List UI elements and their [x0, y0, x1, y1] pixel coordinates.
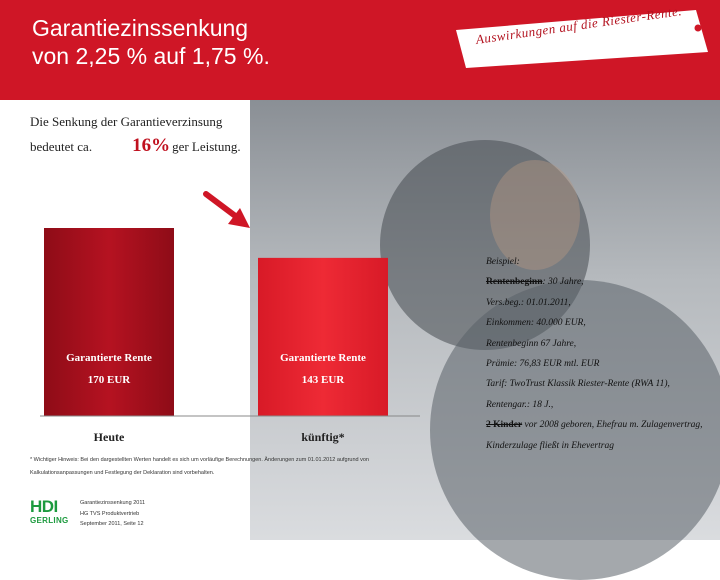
slide-meta: [80, 498, 240, 530]
intro-line-1: Die Senkung der Garantieverzinsung: [30, 114, 223, 129]
percent-highlight: 16%: [132, 135, 171, 156]
footnote: [30, 454, 460, 480]
example-line-8: [486, 415, 718, 435]
bar-title-label-2: Garantierte Rente: [280, 352, 366, 364]
bar-title-label-1: Garantierte Rente: [66, 352, 152, 364]
intro-prefix: bedeutet ca.: [30, 139, 93, 154]
company-logo: [30, 498, 74, 532]
example-line-3: Einkommen: 40.000 EUR,: [486, 318, 586, 329]
logo-sub: GERLING: [30, 516, 69, 525]
meta-line-1: Garantiezinssenkung 2011: [80, 500, 146, 506]
intro-suffix: ger Leistung.: [172, 139, 241, 154]
example-age-label: Rentenbeginn: [486, 277, 543, 288]
tag-text: Auswirkungen auf die Riester-Rente.: [474, 3, 683, 47]
example-box: [486, 252, 718, 456]
category-label-2: künftig*: [301, 430, 345, 444]
bar-1: [44, 228, 174, 416]
example-children-rest: vor 2008 geboren, Ehefrau m. Zulagenvertrag,: [522, 420, 703, 431]
title-line-2: von 2,25 % auf 1,75 %.: [32, 43, 270, 69]
category-label-1: Heute: [93, 430, 125, 444]
meta-line-3: September 2011, Seite 12: [80, 521, 144, 527]
footnote-line-2: Kalkulationsanpassungen und Festlegung der Deklaration sind vorbehalten.: [30, 470, 215, 476]
example-line-5: Prämie: 76,83 EUR mtl. EUR: [486, 359, 600, 370]
meta-line-2: HG TVS Produktvertrieb: [80, 510, 140, 517]
example-line-4: Rentenbeginn 67 Jahre,: [486, 338, 577, 349]
bar-value-label-1: 170 EUR: [87, 374, 131, 386]
bar-value-label-2: 143 EUR: [301, 374, 345, 386]
bar-2: [258, 258, 388, 416]
example-line-9: Kinderzulage fließt in Ehevertrag: [486, 440, 614, 451]
decrease-arrow: [206, 194, 250, 228]
example-line-7: Rentengar.: 18 J.,: [486, 399, 554, 410]
example-children: 2 Kinder: [486, 420, 523, 431]
example-line-2: Vers.beg.: 01.01.2011,: [486, 297, 571, 308]
logo-brand: HDI: [30, 497, 58, 516]
example-line-6: Tarif: TwoTrust Klassik Riester-Rente (RWA 11),: [486, 379, 670, 390]
example-heading: Beispiel:: [486, 257, 520, 267]
example-line-age: [486, 272, 718, 292]
title-line-1: Garantiezinssenkung: [32, 15, 249, 41]
example-age-rest: : 30 Jahre,: [542, 277, 584, 288]
footnote-line-1: * Wichtiger Hinweis: Bei den dargestellten Werten handelt es sich um vorläufige Berechnungen. Änderungen zum 01.01.2012 aufgrund von: [30, 457, 369, 463]
